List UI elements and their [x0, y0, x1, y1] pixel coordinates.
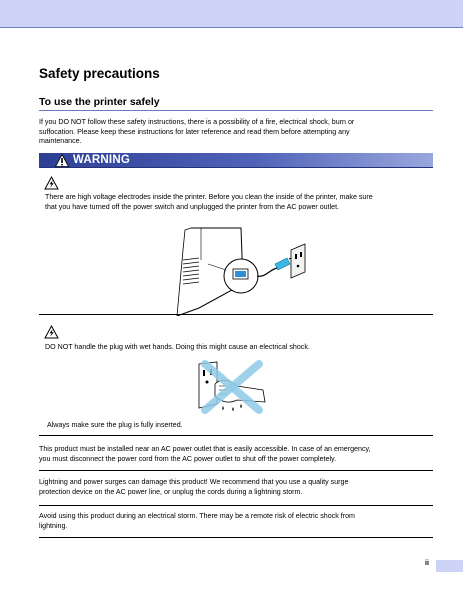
warning-text-electrodes: There are high voltage electrodes inside the printer. Before you clean the inside of the printer, make sure that you have turned off the power switch and unplugged the printer from the AC power outlet. — [45, 193, 373, 211]
caution-triangle-icon — [44, 325, 59, 339]
divider — [39, 505, 433, 506]
warning-text-wet-hands: DO NOT handle the plug with wet hands. Doing this might cause an electrical shock. — [45, 343, 310, 351]
divider — [39, 537, 433, 538]
warning-text-plug-inserted: Always make sure the plug is fully inserted. — [47, 421, 183, 429]
warning-label: WARNING — [73, 154, 130, 166]
page-title: Safety precautions — [39, 66, 160, 81]
warning-bar — [39, 153, 433, 168]
divider — [39, 470, 433, 471]
header-band — [0, 0, 463, 28]
divider — [39, 435, 433, 436]
page-number: ii — [425, 560, 429, 567]
intro-paragraph: If you DO NOT follow these safety instructions, there is a possibility of a fire, electrical shock, burn or suffocation. Please keep these instructions for later reference and read them before attempting any maintenance. — [39, 118, 355, 146]
note-power-surges: Lightning and power surges can damage this product! We recommend that you use a quality surge protection device on the AC power line, or unplug the cords during a lightning storm. — [39, 478, 349, 496]
printer-unplug-illustration — [163, 220, 313, 316]
divider — [39, 314, 433, 315]
note-electrical-storm: Avoid using this product during an electrical storm. There may be a remote risk of electric shock from lightning. — [39, 512, 355, 530]
section-title: To use the printer safely — [39, 96, 160, 108]
wet-hands-illustration — [193, 360, 275, 415]
caution-triangle-icon — [44, 176, 59, 190]
section-rule — [39, 110, 433, 111]
footer-tab — [436, 560, 463, 572]
note-installation: This product must be installed near an AC power outlet that is easily accessible. In case of an emergency, you must disconnect the power cord from the AC power outlet to shut off the power completely. — [39, 445, 371, 463]
warning-triangle-icon — [55, 154, 69, 167]
